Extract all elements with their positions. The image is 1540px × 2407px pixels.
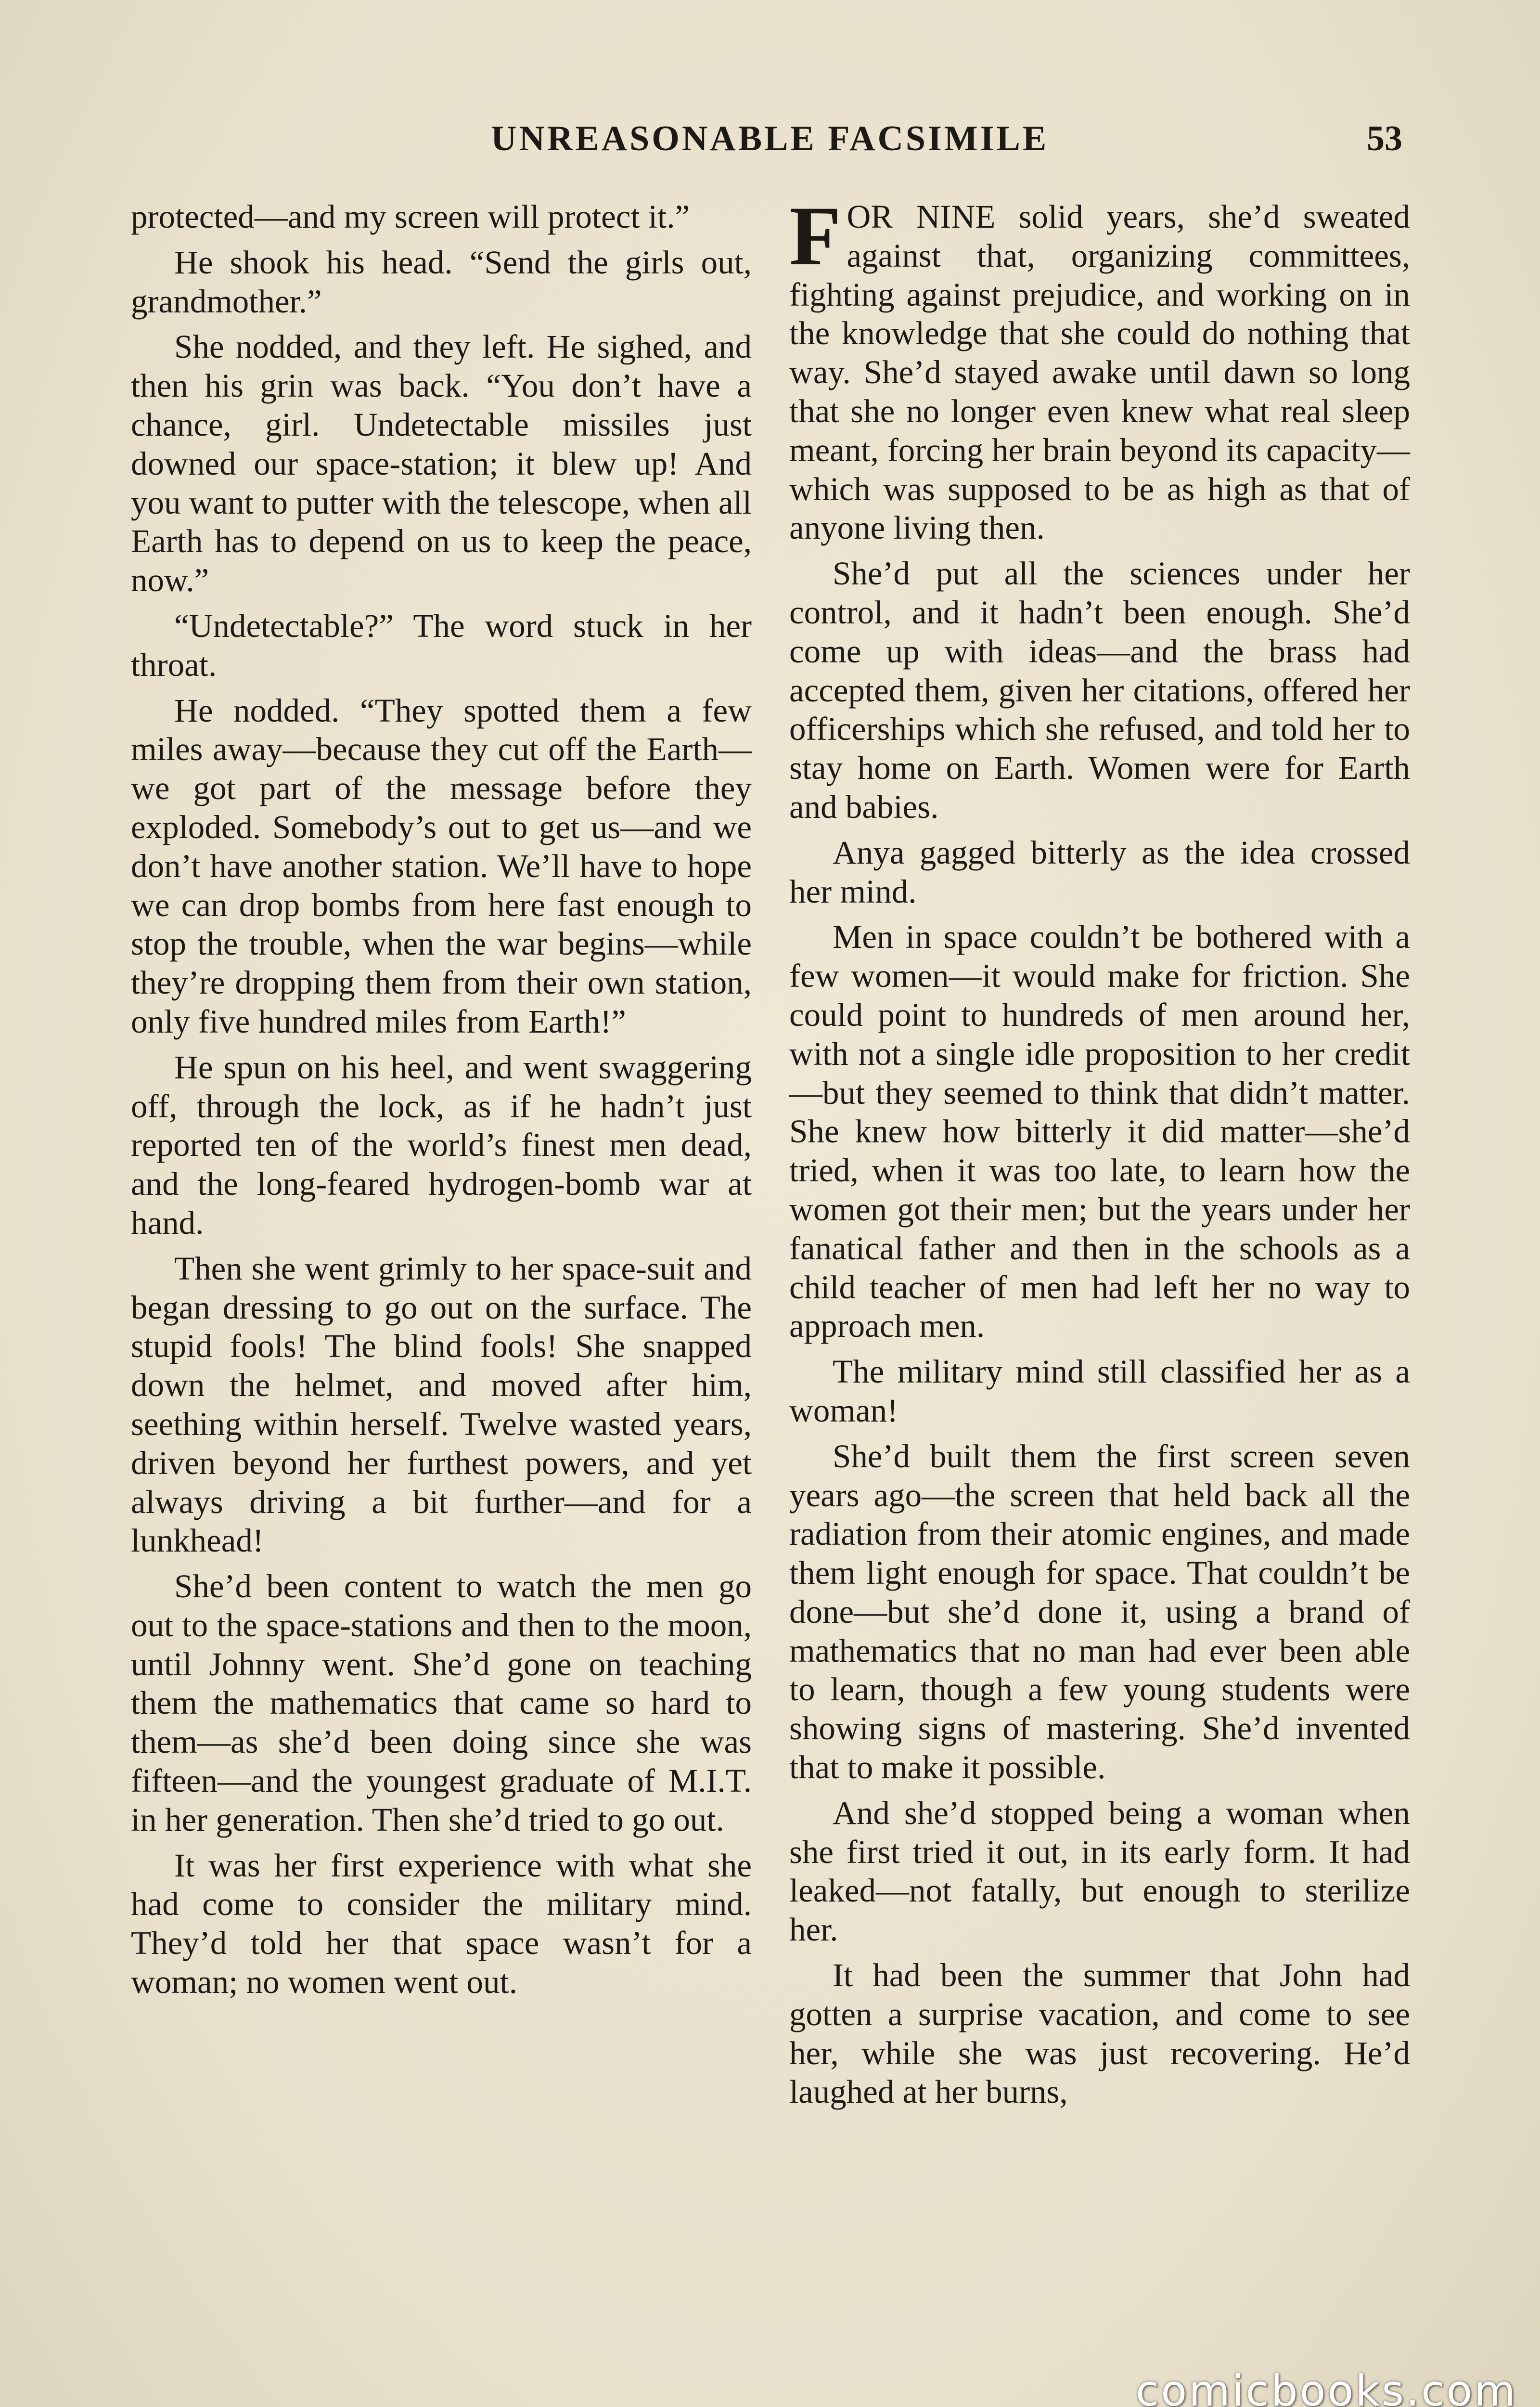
opening-paragraph-text: OR NINE solid years, she’d sweated against that, organizing committees, fighting against prejudice, and working on in the knowledge that she could do nothing that way. She’d stayed awake until dawn so long that she no longer even knew what real sleep meant, forcing her brain beyond its capacity—which was supposed to be as high as that of anyone living then. [789, 198, 1410, 546]
paragraph: Then she went grimly to her space-suit and began dressing to go out on the surface. The stupid fools! The blind fools! She snapped down the helmet, and moved after him, seething within herself. Twelve wasted years, driven beyond her furthest powers, and yet always driving a bit further—and for a lunkhead! [131, 1250, 752, 1559]
page-number: 53 [1367, 119, 1402, 158]
paragraph: It had been the summer that John had gotten a surprise vacation, and come to see her, while she was just recovering. He’d laughed at her burns, [789, 1957, 1410, 2110]
right-column [789, 189, 1410, 2118]
paragraph: Anya gagged bitterly as the idea crossed her mind. [789, 834, 1410, 910]
paragraph: She nodded, and they left. He sighed, and then his grin was back. “You don’t have a chance, girl. Undetectable missiles just downed our space-station; it blew up! And you want to putter with the telescope, when all Earth has to depend on us to keep the peace, now.” [131, 328, 752, 599]
paragraph: He spun on his heel, and went swaggering off, through the lock, as if he hadn’t just reported ten of the world’s finest men dead, and the long-feared hydrogen-bomb war at hand. [131, 1048, 752, 1241]
left-column [131, 197, 752, 2008]
paragraph: She’d put all the sciences under her control, and it hadn’t been enough. She’d come up with ideas—and the brass had accepted them, given her citations, offered her officerships which she refused, and told her to stay home on Earth. Women were for Earth and babies. [789, 555, 1410, 825]
running-title: UNREASONABLE FACSIMILE [491, 119, 1049, 158]
opening-paragraph [789, 189, 1410, 547]
paragraph: He shook his head. “Send the girls out, grandmother.” [131, 244, 752, 320]
paragraph: It was her first experience with what she had come to consider the military mind. They’d told her that space wasn’t for a woman; no women went out. [131, 1847, 752, 2001]
paragraph: The military mind still classified her as a woman! [789, 1353, 1410, 1429]
paragraph: protected—and my screen will protect it.” [131, 198, 690, 235]
paragraph: He nodded. “They spotted them a few miles away—because they cut off the Earth—we got part of the message before they exploded. Somebody’s out to get us—and we don’t have another station. We’ll have to hope we can drop bombs from here fast enough to stop the trouble, when the war begins—while they’re dropping them from their own station, only five hundred miles from Earth!” [131, 692, 752, 1040]
drop-cap: F [789, 189, 841, 283]
watermark: comicbooks.com [1136, 2366, 1518, 2407]
running-head [0, 115, 1540, 163]
paragraph: She’d built them the first screen seven years ago—the screen that held back all the radiation from their atomic engines, and made them light enough for space. That couldn’t be done—but she’d done it, using a brand of mathematics that no man had ever been able to learn, though a few young students were showing signs of mastering. She’d invented that to make it possible. [789, 1437, 1410, 1786]
paragraph: And she’d stopped being a woman when she first tried it out, in its early form. It had leaked—not fatally, but enough to sterilize her. [789, 1794, 1410, 1948]
paragraph: Men in space couldn’t be bothered with a few women—it would make for friction. She could point to hundreds of men around her, with not a single idle proposition to her credit—but they seemed to think that didn’t matter. She knew how bitterly it did matter—she’d tried, when it was too late, to learn how the women got their men; but the years under her fanatical father and then in the schools as a child teacher of men had left her no way to approach men. [789, 919, 1410, 1345]
paragraph: She’d been content to watch the men go out to the space-stations and then to the moon, until Johnny went. She’d gone on teaching them the mathematics that came so hard to them—as she’d been doing since she was fifteen—and the youngest graduate of M.I.T. in her generation. Then she’d tried to go out. [131, 1568, 752, 1838]
paragraph: “Undetectable?” The word stuck in her throat. [131, 607, 752, 683]
